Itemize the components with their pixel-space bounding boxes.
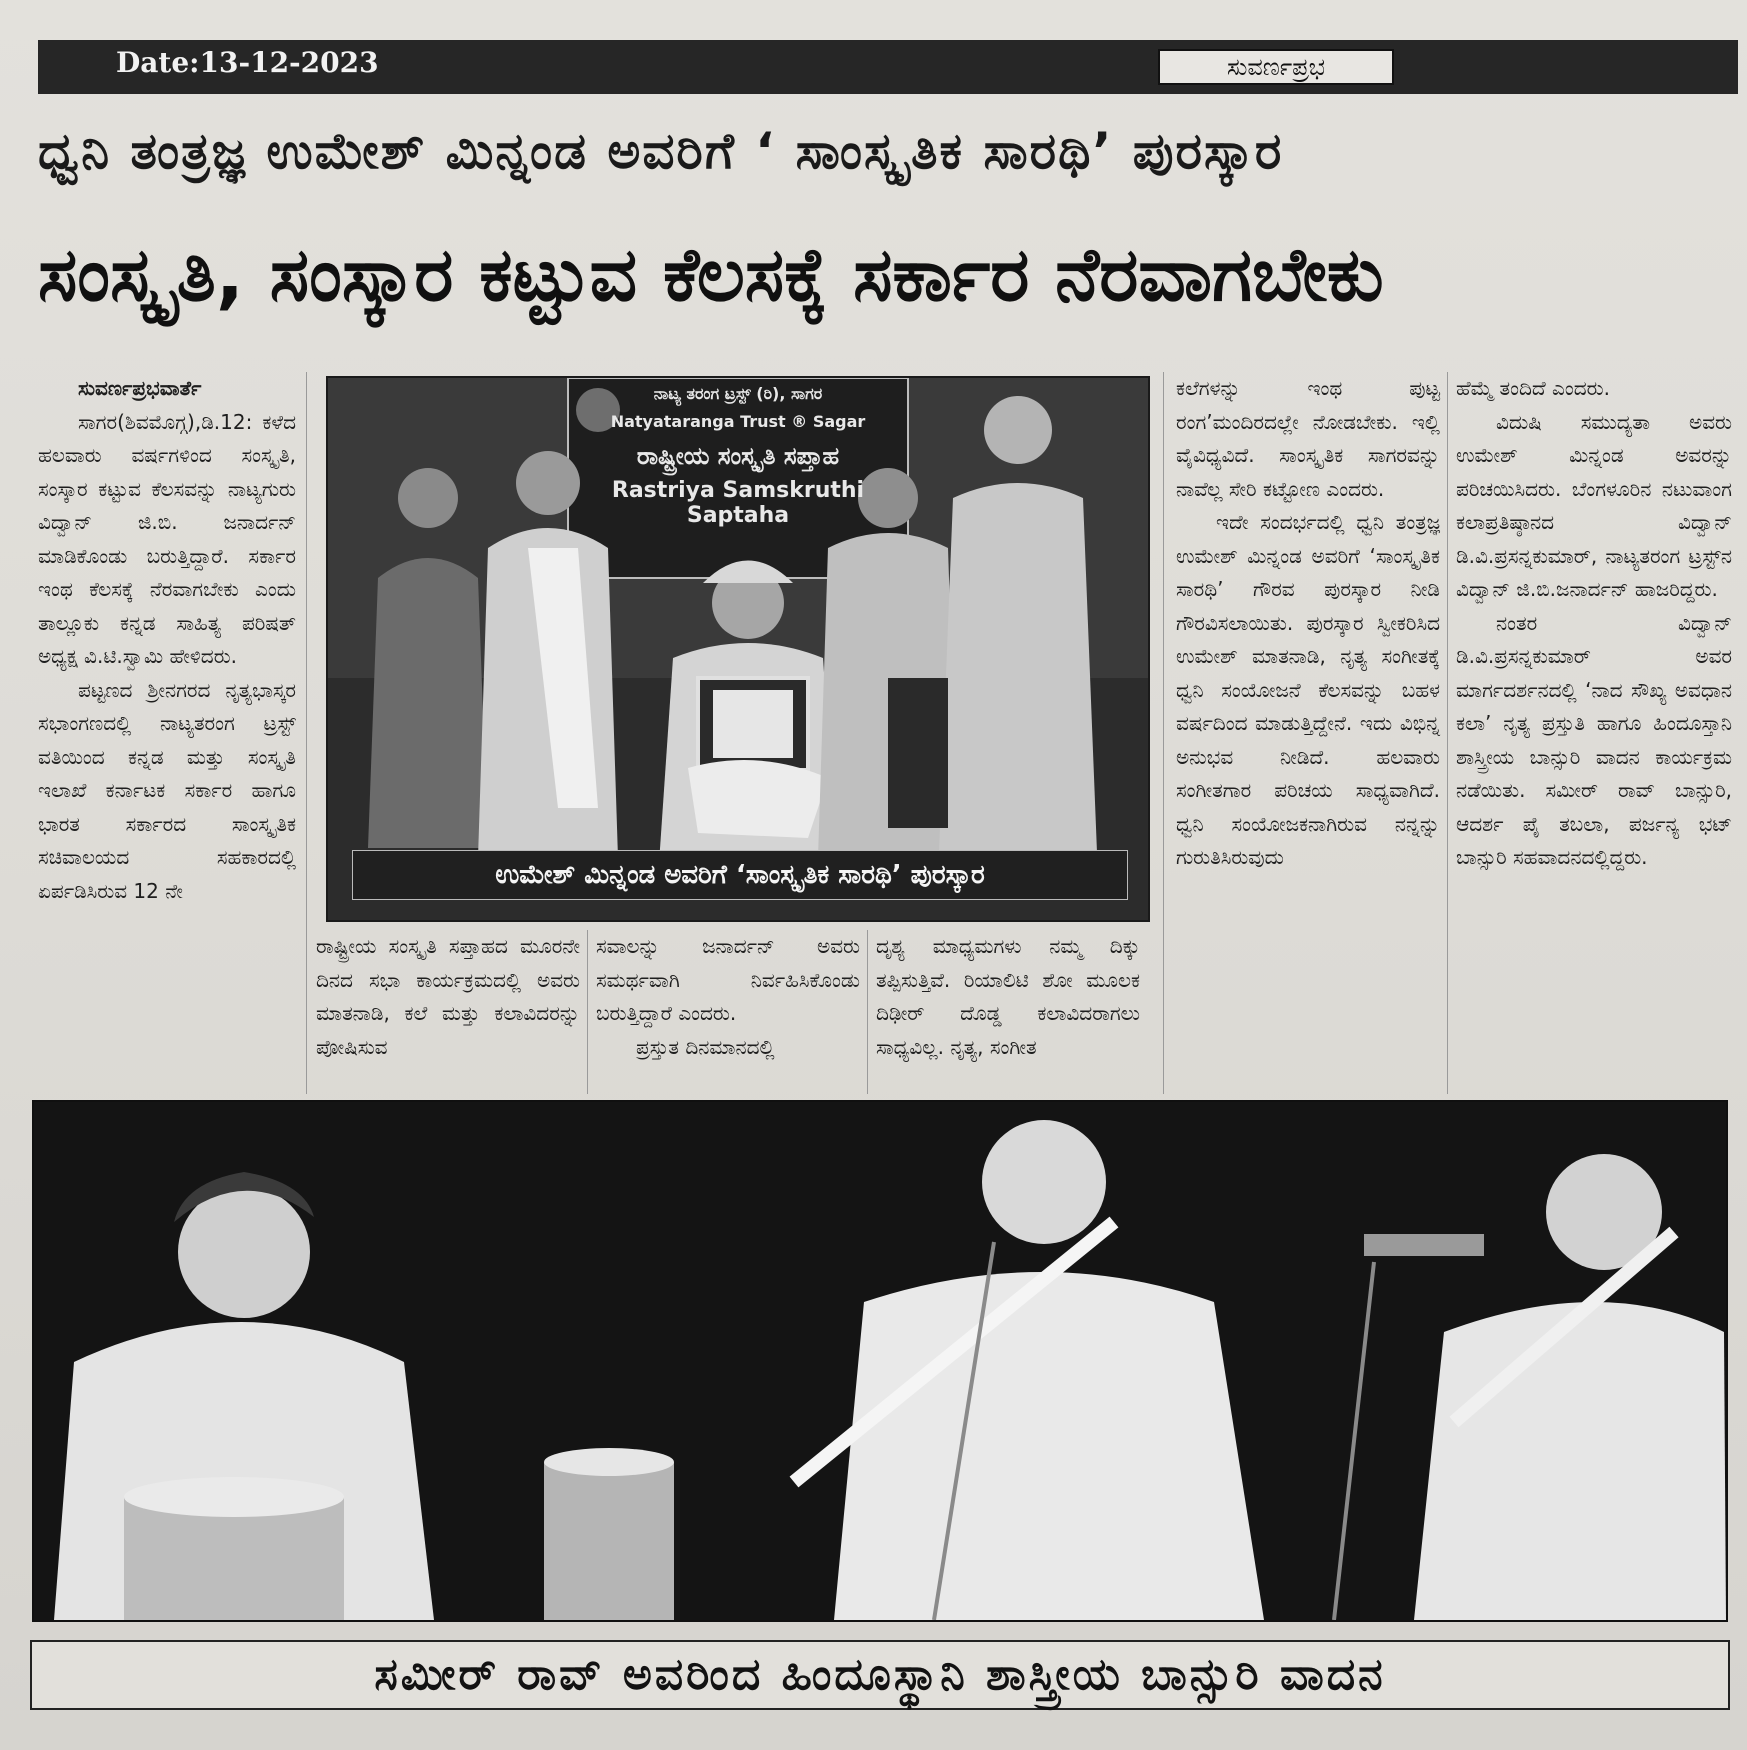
paragraph: ಪ್ರಸ್ತುತ ದಿನಮಾನದಲ್ಲಿ <box>636 1034 775 1059</box>
flute-concert-illustration <box>34 1102 1726 1620</box>
photo-caption-award: ಉಮೇಶ್ ಮಿನ್ನಂಡ ಅವರಿಗೆ ‘ಸಾಂಸ್ಕೃತಿಕ ಸಾರಥಿ’ ಪುರಸ್ಕಾರ <box>352 850 1128 900</box>
paragraph: ಇದೇ ಸಂದರ್ಭದಲ್ಲಿ ಧ್ವನಿ ತಂತ್ರಜ್ಞ ಉಮೇಶ್ ಮಿನ್ನಂಡ ಅವರಿಗೆ ‘ಸಾಂಸ್ಕೃತಿಕ ಸಾರಥಿ’ ಗೌರವ ಪುರಸ್ಕಾರ ನೀಡಿ ಗೌರವಿಸಲಾಯಿತು. ಪುರಸ್ಕಾರ ಸ್ವೀಕರಿಸಿದ ಉಮೇಶ್ ಮಾತನಾಡಿ, ನೃತ್ಯ ಸಂಗೀತಕ್ಕೆ ಧ್ವನಿ ಸಂಯೋಜನೆ ಕೆಲಸವನ್ನು ಬಹಳ ವರ್ಷದಿಂದ ಮಾಡುತ್ತಿದ್ದೇನೆ. ಇದು ವಿಭಿನ್ನ ಅನುಭವ ನೀಡಿದೆ. ಹಲವಾರು ಸಂಗೀತಗಾರ ಪರಿಚಯ ಸಾಧ್ಯವಾಗಿದೆ. ಧ್ವನಿ ಸಂಯೋಜಕನಾಗಿರುವ ನನ್ನನ್ನು ಗುರುತಿಸಿರುವುದು <box>1176 510 1440 869</box>
kicker-headline: ಧ್ವನಿ ತಂತ್ರಜ್ಞ ಉಮೇಶ್ ಮಿನ್ನಂಡ ಅವರಿಗೆ ‘ ಸಾಂಸ್ಕೃತಿಕ ಸಾರಥಿ’ ಪುರಸ್ಕಾರ <box>38 122 1284 180</box>
paragraph: ರಾಷ್ಟ್ರೀಯ ಸಂಸ್ಕೃತಿ ಸಪ್ತಾಹದ ಮೂರನೇ ದಿನದ ಸಭಾ ಕಾರ್ಯಕ್ರಮದಲ್ಲಿ ಅವರು ಮಾತನಾಡಿ, ಕಲೆ ಮತ್ತು ಕಲಾವಿದರನ್ನು ಪೋಷಿಸುವ <box>316 934 580 1059</box>
column-rule <box>867 930 868 1094</box>
paragraph: ಸಾಗರ(ಶಿವಮೊಗ್ಗ),ಡಿ.12: ಕಳೆದ ಹಲವಾರು ವರ್ಷಗಳಿಂದ ಸಂಸ್ಕೃತಿ, ಸಂಸ್ಕಾರ ಕಟ್ಟುವ ಕೆಲಸವನ್ನು ನಾಟ್ಯಗುರು ವಿದ್ವಾನ್ ಜಿ.ಬಿ. ಜನಾರ್ದನ್ ಮಾಡಿಕೊಂಡು ಬರುತ್ತಿದ್ದಾರೆ. ಸರ್ಕಾರ ಇಂಥ ಕೆಲಸಕ್ಕೆ ನೆರವಾಗಬೇಕು ಎಂದು ತಾಲ್ಲೂಕು ಕನ್ನಡ ಸಾಹಿತ್ಯ ಪರಿಷತ್ ಅಧ್ಯಕ್ಷ ವಿ.ಟಿ.ಸ್ವಾಮಿ ಹೇಳಿದರು. <box>38 409 296 668</box>
paragraph: ಹೆಮ್ಮೆ ತಂದಿದೆ ಎಂದರು. <box>1456 376 1610 400</box>
award-ceremony-photo <box>326 376 1150 922</box>
main-headline: ಸಂಸ್ಕೃತಿ, ಸಂಸ್ಕಾರ ಕಟ್ಟುವ ಕೆಲಸಕ್ಕೆ ಸರ್ಕಾರ ನೆರವಾಗಬೇಕು <box>38 232 1384 318</box>
banner-line-kannada-trust: ನಾಟ್ಯ ತರಂಗ ಟ್ರಸ್ಟ್ (ರಿ), ಸಾಗರ <box>653 384 823 403</box>
paragraph: ಪಟ್ಟಣದ ಶ್ರೀನಗರದ ನೃತ್ಯಭಾಸ್ಕರ ಸಭಾಂಗಣದಲ್ಲಿ ನಾಟ್ಯತರಂಗ ಟ್ರಸ್ಟ್ ವತಿಯಿಂದ ಕನ್ನಡ ಮತ್ತು ಸಂಸ್ಕೃತಿ ಇಲಾಖೆ ಕರ್ನಾಟಕ ಸರ್ಕಾರ ಹಾಗೂ ಭಾರತ ಸರ್ಕಾರದ ಸಾಂಸ್ಕೃತಿಕ ಸಚಿವಾಲಯದ ಸಹಕಾರದಲ್ಲಿ ಏರ್ಪಡಿಸಿರುವ 12 ನೇ <box>38 677 296 903</box>
newspaper-name: ಸುವರ್ಣಪ್ರಭ <box>1158 49 1394 85</box>
banner-line-event: Rastriya Samskruthi Saptaha <box>611 478 865 528</box>
paragraph: ಸವಾಲನ್ನು ಜನಾರ್ದನ್ ಅವರು ಸಮರ್ಥವಾಗಿ ನಿರ್ವಹಿಸಿಕೊಂಡು ಬರುತ್ತಿದ್ದಾರೆ ಎಂದರು. <box>596 934 860 1025</box>
article-column-4 <box>876 930 1140 1064</box>
column-rule <box>1447 372 1448 1094</box>
article-column-5 <box>1176 372 1440 875</box>
article-column-3 <box>596 930 860 1064</box>
article-column-2 <box>316 930 580 1064</box>
paragraph: ದೃಶ್ಯ ಮಾಧ್ಯಮಗಳು ನಮ್ಮ ದಿಕ್ಕು ತಪ್ಪಿಸುತ್ತಿವೆ. ರಿಯಾಲಿಟಿ ಶೋ ಮೂಲಕ ದಿಢೀರ್ ದೊಡ್ಡ ಕಲಾವಿದರಾಗಲು ಸಾಧ್ಯವಿಲ್ಲ. ನೃತ್ಯ, ಸಂಗೀತ <box>876 934 1140 1059</box>
publication-date: Date:13-12-2023 <box>116 46 379 79</box>
masthead-bar <box>38 40 1738 94</box>
paragraph: ನಂತರ ವಿದ್ವಾನ್ ಡಿ.ವಿ.ಪ್ರಸನ್ನಕುಮಾರ್ ಅವರ ಮಾರ್ಗದರ್ಶನದಲ್ಲಿ ‘ನಾದ ಸೌಖ್ಯ ಅವಧಾನ ಕಲಾ’ ನೃತ್ಯ ಪ್ರಸ್ತುತಿ ಹಾಗೂ ಹಿಂದೂಸ್ತಾನಿ ಶಾಸ್ತ್ರೀಯ ಬಾನ್ಸುರಿ ವಾದನ ಕಾರ್ಯಕ್ರಮ ನಡೆಯಿತು. ಸಮೀರ್ ರಾವ್ ಬಾನ್ಸುರಿ, ಆದರ್ಶ ಪೈ ತಬಲಾ, ಪರ್ಜನ್ಯ ಭಟ್ ಬಾನ್ಸುರಿ ಸಹವಾದನದಲ್ಲಿದ್ದರು. <box>1456 610 1732 869</box>
banner-line-kannada-event: ರಾಷ್ಟ್ರೀಯ ಸಂಸ್ಕೃತಿ ಸಪ್ತಾಹ <box>636 442 840 470</box>
column-rule <box>1163 372 1164 1094</box>
column-rule <box>587 930 588 1094</box>
article-column-1 <box>38 372 296 908</box>
byline: ಸುವರ್ಣಪ್ರಭವಾರ್ತೆ <box>78 376 202 400</box>
column-rule <box>306 372 307 1094</box>
paragraph: ಕಲೆಗಳನ್ನು ಇಂಥ ಪುಟ್ಟ ರಂಗ’ಮಂದಿರದಲ್ಲೇ ನೋಡಬೇಕು. ಇಲ್ಲಿ ವೈವಿಧ್ಯವಿದೆ. ಸಾಂಸ್ಕೃತಿಕ ಸಾಗರವನ್ನು ನಾವೆಲ್ಲ ಸೇರಿ ಕಟ್ಟೋಣ ಎಂದರು. <box>1176 376 1440 501</box>
flute-concert-photo <box>32 1100 1728 1622</box>
paragraph: ವಿದುಷಿ ಸಮುದ್ಯತಾ ಅವರು ಉಮೇಶ್ ಮಿನ್ನಂಡ ಅವರನ್ನು ಪರಿಚಯಿಸಿದರು. ಬೆಂಗಳೂರಿನ ನಟುವಾಂಗ ಕಲಾಪ್ರತಿಷ್ಠಾನದ ವಿದ್ವಾನ್ ಡಿ.ವಿ.ಪ್ರಸನ್ನಕುಮಾರ್, ನಾಟ್ಯತರಂಗ ಟ್ರಸ್ಟ್‌ನ ವಿದ್ವಾನ್ ಜಿ.ಬಿ.ಜನಾರ್ದನ್ ಹಾಜರಿದ್ದರು. <box>1456 409 1732 601</box>
banner-line-trust: Natyataranga Trust ® Sagar <box>610 412 866 431</box>
photo-caption-concert: ಸಮೀರ್ ರಾವ್ ಅವರಿಂದ ಹಿಂದೂಸ್ಥಾನಿ ಶಾಸ್ತ್ರೀಯ ಬಾನ್ಸುರಿ ವಾದನ <box>30 1640 1730 1710</box>
article-column-6 <box>1456 372 1732 875</box>
